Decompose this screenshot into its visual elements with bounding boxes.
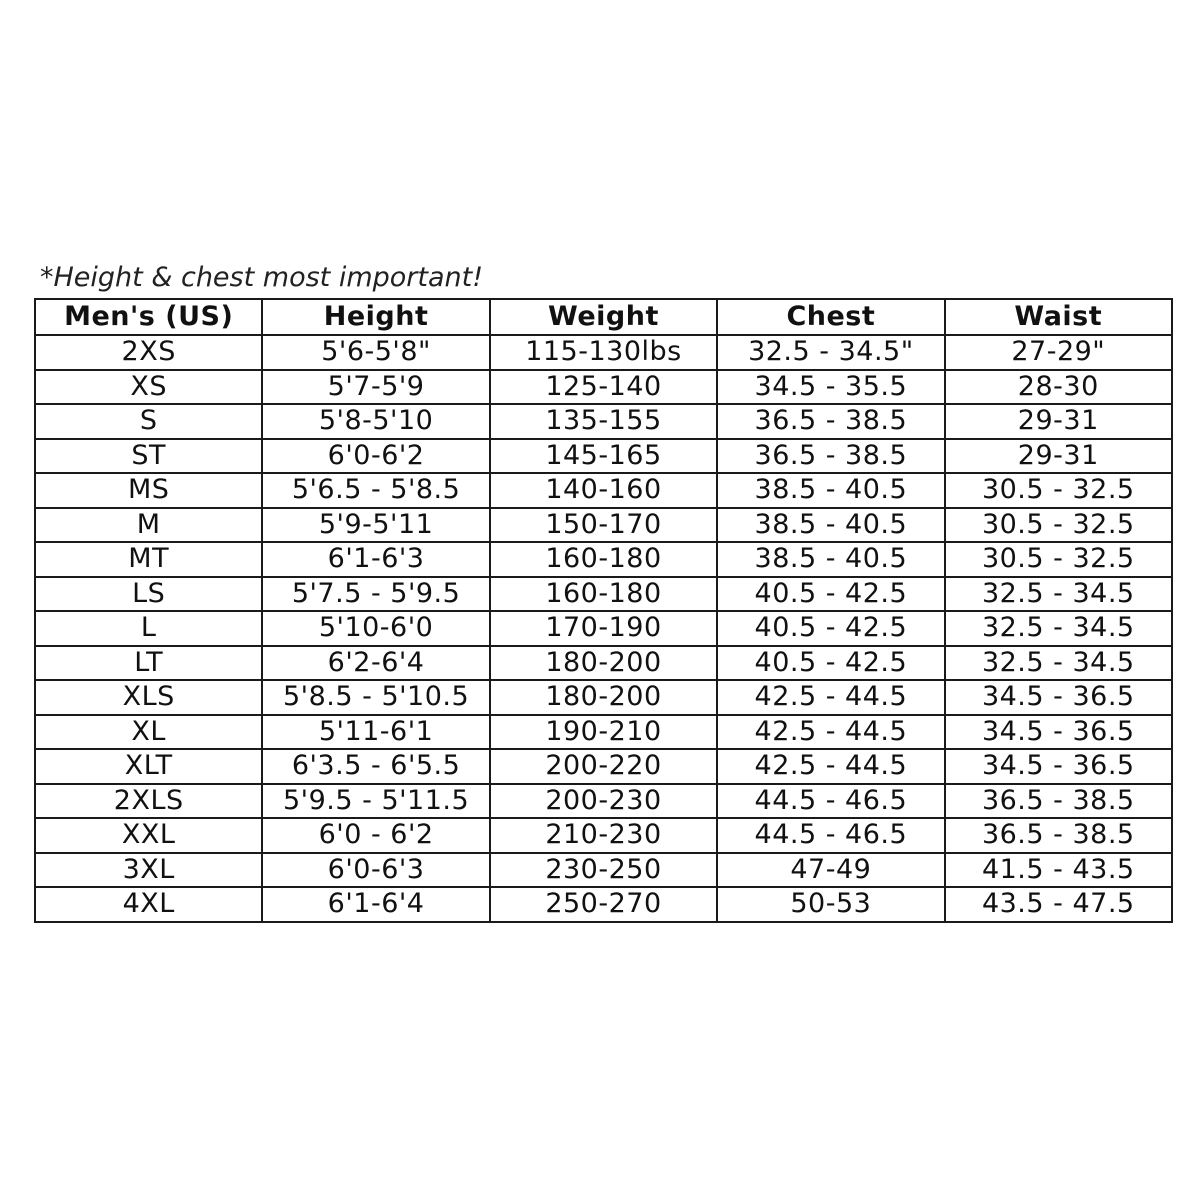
header-row bbox=[35, 299, 1172, 335]
chest-cell: 40.5 - 42.5 bbox=[717, 577, 944, 612]
height-cell: 5'8.5 - 5'10.5 bbox=[262, 680, 489, 715]
table-row bbox=[35, 508, 1172, 543]
weight-cell: 115-130lbs bbox=[490, 335, 717, 370]
height-cell: 5'8-5'10 bbox=[262, 404, 489, 439]
waist-cell: 30.5 - 32.5 bbox=[945, 473, 1172, 508]
table-row bbox=[35, 439, 1172, 474]
table-row bbox=[35, 611, 1172, 646]
height-cell: 6'0 - 6'2 bbox=[262, 818, 489, 853]
size-cell: 3XL bbox=[35, 853, 262, 888]
waist-cell: 34.5 - 36.5 bbox=[945, 715, 1172, 750]
table-row bbox=[35, 715, 1172, 750]
weight-cell: 140-160 bbox=[490, 473, 717, 508]
height-cell: 6'2-6'4 bbox=[262, 646, 489, 681]
height-cell: 5'11-6'1 bbox=[262, 715, 489, 750]
size-chart-table bbox=[34, 298, 1173, 923]
size-cell: XLT bbox=[35, 749, 262, 784]
waist-cell: 36.5 - 38.5 bbox=[945, 784, 1172, 819]
height-cell: 6'0-6'3 bbox=[262, 853, 489, 888]
chest-cell: 40.5 - 42.5 bbox=[717, 611, 944, 646]
table-row bbox=[35, 577, 1172, 612]
size-cell: 4XL bbox=[35, 887, 262, 922]
table-row bbox=[35, 887, 1172, 922]
height-cell: 5'7-5'9 bbox=[262, 370, 489, 405]
table-row bbox=[35, 818, 1172, 853]
size-cell: XLS bbox=[35, 680, 262, 715]
chest-cell: 44.5 - 46.5 bbox=[717, 818, 944, 853]
chest-cell: 32.5 - 34.5" bbox=[717, 335, 944, 370]
waist-cell: 30.5 - 32.5 bbox=[945, 542, 1172, 577]
weight-cell: 125-140 bbox=[490, 370, 717, 405]
size-cell: L bbox=[35, 611, 262, 646]
chest-cell: 40.5 - 42.5 bbox=[717, 646, 944, 681]
height-cell: 5'7.5 - 5'9.5 bbox=[262, 577, 489, 612]
table-row bbox=[35, 680, 1172, 715]
weight-cell: 200-220 bbox=[490, 749, 717, 784]
header-waist: Waist bbox=[945, 299, 1172, 335]
table-row bbox=[35, 853, 1172, 888]
size-cell: MT bbox=[35, 542, 262, 577]
weight-cell: 230-250 bbox=[490, 853, 717, 888]
height-cell: 5'10-6'0 bbox=[262, 611, 489, 646]
table-row bbox=[35, 473, 1172, 508]
chest-cell: 47-49 bbox=[717, 853, 944, 888]
waist-cell: 32.5 - 34.5 bbox=[945, 646, 1172, 681]
waist-cell: 43.5 - 47.5 bbox=[945, 887, 1172, 922]
size-cell: XL bbox=[35, 715, 262, 750]
waist-cell: 36.5 - 38.5 bbox=[945, 818, 1172, 853]
header-chest: Chest bbox=[717, 299, 944, 335]
header-weight: Weight bbox=[490, 299, 717, 335]
size-cell: MS bbox=[35, 473, 262, 508]
importance-note: *Height & chest most important! bbox=[40, 262, 484, 293]
table-row bbox=[35, 335, 1172, 370]
height-cell: 6'1-6'3 bbox=[262, 542, 489, 577]
chest-cell: 34.5 - 35.5 bbox=[717, 370, 944, 405]
height-cell: 6'0-6'2 bbox=[262, 439, 489, 474]
waist-cell: 34.5 - 36.5 bbox=[945, 680, 1172, 715]
weight-cell: 200-230 bbox=[490, 784, 717, 819]
weight-cell: 180-200 bbox=[490, 680, 717, 715]
chest-cell: 38.5 - 40.5 bbox=[717, 508, 944, 543]
weight-cell: 135-155 bbox=[490, 404, 717, 439]
weight-cell: 145-165 bbox=[490, 439, 717, 474]
table-row bbox=[35, 370, 1172, 405]
size-cell: XS bbox=[35, 370, 262, 405]
weight-cell: 150-170 bbox=[490, 508, 717, 543]
size-cell: ST bbox=[35, 439, 262, 474]
waist-cell: 28-30 bbox=[945, 370, 1172, 405]
weight-cell: 250-270 bbox=[490, 887, 717, 922]
table-row bbox=[35, 749, 1172, 784]
waist-cell: 34.5 - 36.5 bbox=[945, 749, 1172, 784]
size-rows bbox=[35, 335, 1172, 922]
chest-cell: 36.5 - 38.5 bbox=[717, 439, 944, 474]
chest-cell: 42.5 - 44.5 bbox=[717, 749, 944, 784]
chest-cell: 50-53 bbox=[717, 887, 944, 922]
chest-cell: 38.5 - 40.5 bbox=[717, 542, 944, 577]
size-cell: LS bbox=[35, 577, 262, 612]
waist-cell: 29-31 bbox=[945, 404, 1172, 439]
weight-cell: 210-230 bbox=[490, 818, 717, 853]
size-cell: LT bbox=[35, 646, 262, 681]
waist-cell: 27-29" bbox=[945, 335, 1172, 370]
chest-cell: 42.5 - 44.5 bbox=[717, 680, 944, 715]
waist-cell: 29-31 bbox=[945, 439, 1172, 474]
weight-cell: 160-180 bbox=[490, 577, 717, 612]
height-cell: 5'9-5'11 bbox=[262, 508, 489, 543]
header-size: Men's (US) bbox=[35, 299, 262, 335]
chest-cell: 36.5 - 38.5 bbox=[717, 404, 944, 439]
chest-cell: 38.5 - 40.5 bbox=[717, 473, 944, 508]
table-row bbox=[35, 404, 1172, 439]
weight-cell: 190-210 bbox=[490, 715, 717, 750]
height-cell: 6'1-6'4 bbox=[262, 887, 489, 922]
size-cell: M bbox=[35, 508, 262, 543]
table-row bbox=[35, 542, 1172, 577]
height-cell: 5'9.5 - 5'11.5 bbox=[262, 784, 489, 819]
weight-cell: 170-190 bbox=[490, 611, 717, 646]
height-cell: 6'3.5 - 6'5.5 bbox=[262, 749, 489, 784]
weight-cell: 160-180 bbox=[490, 542, 717, 577]
size-cell: 2XLS bbox=[35, 784, 262, 819]
table-row bbox=[35, 646, 1172, 681]
chest-cell: 42.5 - 44.5 bbox=[717, 715, 944, 750]
height-cell: 5'6.5 - 5'8.5 bbox=[262, 473, 489, 508]
waist-cell: 32.5 - 34.5 bbox=[945, 577, 1172, 612]
waist-cell: 30.5 - 32.5 bbox=[945, 508, 1172, 543]
waist-cell: 41.5 - 43.5 bbox=[945, 853, 1172, 888]
size-cell: XXL bbox=[35, 818, 262, 853]
size-cell: S bbox=[35, 404, 262, 439]
chest-cell: 44.5 - 46.5 bbox=[717, 784, 944, 819]
size-cell: 2XS bbox=[35, 335, 262, 370]
header-height: Height bbox=[262, 299, 489, 335]
height-cell: 5'6-5'8" bbox=[262, 335, 489, 370]
weight-cell: 180-200 bbox=[490, 646, 717, 681]
table-row bbox=[35, 784, 1172, 819]
waist-cell: 32.5 - 34.5 bbox=[945, 611, 1172, 646]
